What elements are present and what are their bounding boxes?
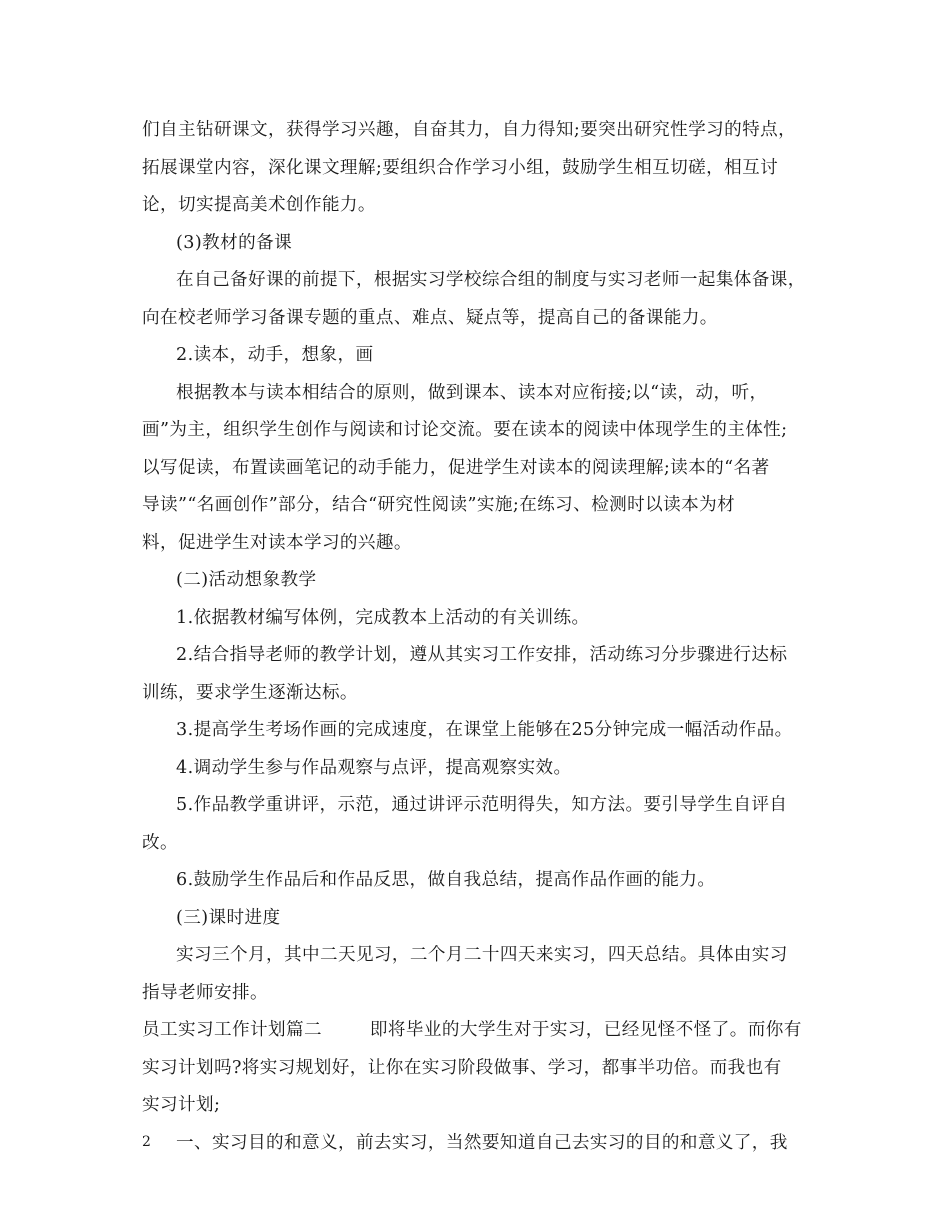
text-line: 根据教本与读本相结合的原则，做到课本、读本对应衔接;以“读，动，听， bbox=[176, 382, 768, 403]
section-heading: (三)课时进度 bbox=[176, 907, 281, 928]
list-item: 2.结合指导老师的教学计划，遵从其实习工作安排，活动练习分步骤进行达标 bbox=[176, 645, 788, 665]
page-body-text bbox=[142, 112, 822, 1162]
section-heading: 2.读本，动手，想象，画 bbox=[176, 345, 374, 365]
text-line: 实习计划; bbox=[142, 1095, 221, 1115]
list-item: 1.依据教材编写体例，完成教本上活动的有关训练。 bbox=[176, 607, 590, 628]
text-line: 画”为主，组织学生创作与阅读和讨论交流。要在读本的阅读中体现学生的主体性; bbox=[142, 420, 788, 440]
text-line: 改。 bbox=[142, 832, 178, 853]
list-item: 4.调动学生参与作品观察与点评，提高观察实效。 bbox=[176, 757, 572, 778]
text-line: 实习计划吗?将实习规划好，让你在实习阶段做事、学习，都事半功倍。而我也有 bbox=[142, 1057, 782, 1078]
text-line: 以写促读，布置读画笔记的动手能力，促进学生对读本的阅读理解;读本的“名著 bbox=[142, 457, 770, 478]
text-line: 实习三个月，其中二天见习，二个月二十四天来实习，四天总结。具体由实习 bbox=[176, 945, 788, 965]
section-heading: (二)活动想象教学 bbox=[176, 570, 317, 590]
text-line: 导读”“名画创作”部分，结合“研究性阅读”实施;在练习、检测时以读本为材 bbox=[142, 495, 736, 515]
text-line: 一、实习目的和意义，前去实习，当然要知道自己去实习的目的和意义了，我 bbox=[176, 1132, 788, 1153]
text-line: 向在校老师学习备课专题的重点、难点、疑点等，提高自己的备课能力。 bbox=[142, 307, 718, 328]
text-line: 在自己备好课的前提下，根据实习学校综合组的制度与实习老师一起集体备课， bbox=[176, 270, 806, 290]
text-line: 论，切实提高美术创作能力。 bbox=[142, 195, 376, 215]
list-item: 3.提高学生考场作画的完成速度，在课堂上能够在25分钟完成一幅活动作品。 bbox=[176, 720, 793, 740]
text-line: 们自主钻研课文，获得学习兴趣，自奋其力，自力得知;要突出研究性学习的特点， bbox=[142, 120, 797, 140]
text-line: 训练，要求学生逐渐达标。 bbox=[142, 682, 358, 703]
list-item: 6.鼓励学生作品后和作品反思，做自我总结，提高作品作画的能力。 bbox=[176, 870, 716, 890]
text-line: 指导老师安排。 bbox=[142, 982, 268, 1003]
text-line: 料，促进学生对读本学习的兴趣。 bbox=[142, 532, 412, 553]
text-line: 拓展课堂内容，深化课文理解;要组织合作学习小组，鼓励学生相互切磋，相互讨 bbox=[142, 157, 779, 178]
section-heading: (3)教材的备课 bbox=[176, 232, 293, 253]
page-number: 2 bbox=[142, 1134, 151, 1150]
text-line: 员工实习工作计划篇二 即将毕业的大学生对于实习，已经见怪不怪了。而你有 bbox=[142, 1020, 802, 1040]
list-item: 5.作品教学重讲评，示范，通过讲评示范明得失，知方法。要引导学生自评自 bbox=[176, 795, 788, 815]
